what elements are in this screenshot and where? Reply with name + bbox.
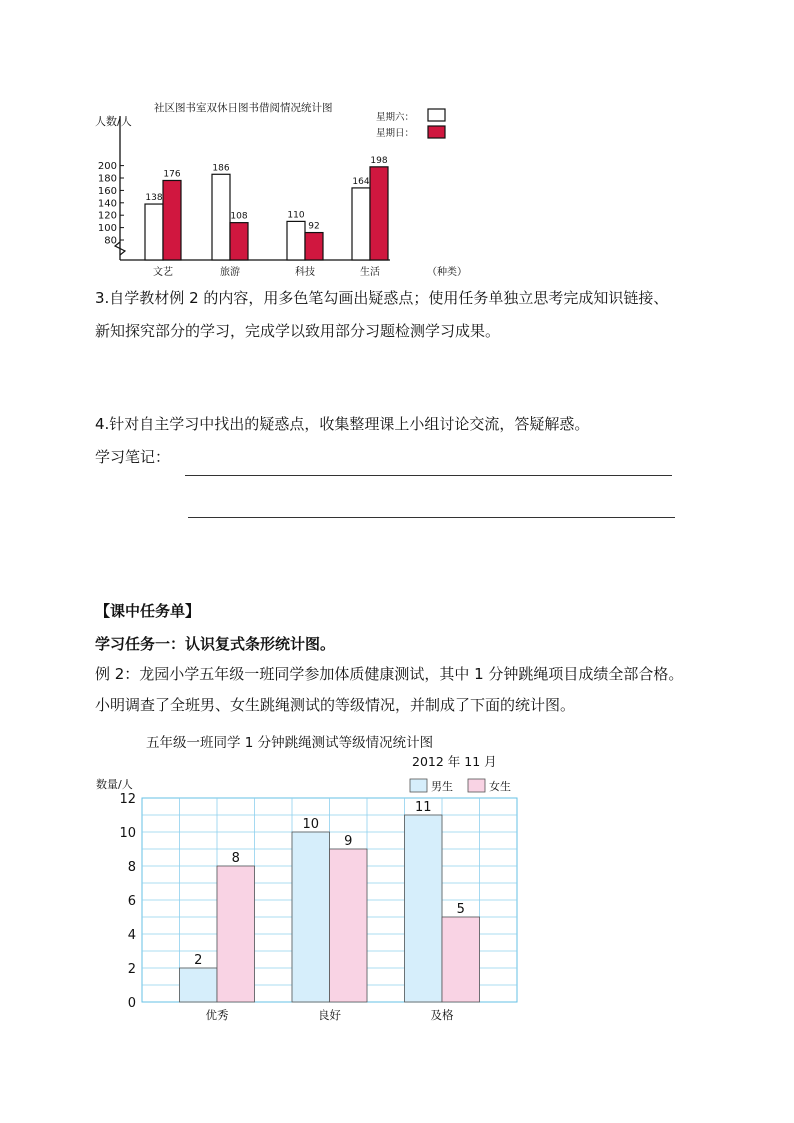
chart1-category-label: 文艺: [153, 267, 173, 278]
chart1-category-label: 旅游: [220, 267, 240, 278]
chart2-ytick-label: 8: [127, 860, 136, 875]
chart1-bar-value-label: 198: [370, 155, 388, 166]
chart1-ytick-label: 200: [97, 161, 117, 173]
chart2-legend-swatch-boys: [410, 779, 427, 792]
chart1-title: 社区图书室双休日图书借阅情况统计图: [154, 102, 333, 114]
chart1-legend-swatch-sun: [428, 126, 445, 138]
chart1-bar-value-label: 108: [230, 211, 248, 222]
library-borrowing-chart: [90, 96, 480, 286]
rope-skipping-chart: [90, 728, 540, 1028]
chart1-bar-value-label: 92: [308, 221, 320, 232]
step3-line2: 新知探究部分的学习，完成学以致用部分习题检测学习成果。: [95, 322, 501, 340]
chart2-ytick-label: 4: [127, 928, 136, 943]
chart2-legend-swatch-girls: [468, 779, 485, 792]
chart2-ytick-label: 0: [127, 996, 136, 1011]
chart2-legend-label-boys: 男生: [431, 780, 453, 793]
chart1-bar-value-label: 176: [163, 169, 181, 180]
chart2-ytick-label: 2: [127, 962, 136, 977]
chart1-bar: [287, 221, 305, 260]
chart2-subtitle: 2012 年 11 月: [412, 754, 497, 769]
notes-line-1: [185, 475, 672, 476]
task1-heading: 学习任务一：认识复式条形统计图。: [95, 635, 336, 653]
chart2-category-label: 优秀: [205, 1008, 229, 1022]
chart2-legend: [410, 779, 511, 793]
chart2-bar: [180, 968, 218, 1002]
chart2-title: 五年级一班同学 1 分钟跳绳测试等级情况统计图: [146, 735, 434, 751]
chart1-xlabel: （种类）: [427, 267, 467, 278]
chart1-ytick-label: 140: [97, 198, 117, 210]
chart1-category-label: 生活: [360, 267, 380, 278]
chart1-ytick-label: 180: [97, 173, 117, 185]
chart2-bar: [405, 815, 443, 1002]
chart1-legend-label-sun: 星期日：: [376, 128, 415, 139]
chart2-legend-label-girls: 女生: [489, 780, 511, 793]
chart2-bar: [292, 832, 330, 1002]
chart2-bar-value-label: 10: [302, 817, 320, 832]
section-heading: 【课中任务单】: [95, 602, 201, 620]
example-line1: 例 2：龙园小学五年级一班同学参加体质健康测试，其中 1 分钟跳绳项目成绩全部合格。: [95, 665, 684, 683]
chart2-ylabel: 数量/人: [96, 778, 133, 791]
chart1-ytick-label: 100: [97, 223, 117, 235]
chart1-ytick-label: 80: [104, 235, 117, 247]
chart1-bar: [212, 174, 230, 260]
chart1-legend-label-sat: 星期六：: [376, 112, 415, 123]
chart1-bar-value-label: 164: [352, 176, 370, 187]
example-line2: 小明调查了全班男、女生跳绳测试的等级情况，并制成了下面的统计图。: [95, 696, 576, 714]
chart1-legend: [376, 109, 445, 139]
chart1-category-label: 科技: [295, 267, 315, 278]
chart2-ytick-label: 12: [119, 792, 136, 807]
chart1-bar-value-label: 186: [212, 163, 230, 174]
chart2-bar: [442, 917, 480, 1002]
chart1-bar: [352, 188, 370, 260]
notes-line-2: [188, 517, 675, 518]
step4-text: 4.针对自主学习中找出的疑惑点，收集整理课上小组讨论交流，答疑解惑。: [95, 415, 590, 433]
notes-label: 学习笔记：: [95, 448, 171, 466]
chart1-bar-value-label: 110: [287, 210, 305, 221]
chart2-ytick-label: 6: [127, 894, 136, 909]
chart2-bar-value-label: 5: [456, 902, 465, 917]
chart1-ylabel: 人数/人: [95, 115, 132, 128]
chart2-category-label: 及格: [430, 1008, 454, 1022]
chart1-ytick-label: 120: [97, 210, 117, 222]
chart2-bar: [330, 849, 368, 1002]
chart1-bar-value-label: 138: [145, 193, 163, 204]
chart2-ytick-label: 10: [119, 826, 136, 841]
chart2-bar: [217, 866, 255, 1002]
chart1-bar: [145, 204, 163, 260]
step3-line1: 3.自学教材例 2 的内容，用多色笔勾画出疑惑点；使用任务单独立思考完成知识链接、: [95, 289, 669, 307]
chart2-category-label: 良好: [318, 1008, 341, 1022]
chart1-bar: [163, 180, 181, 260]
chart1-bar: [370, 167, 388, 260]
chart2-bar-value-label: 8: [231, 851, 240, 866]
chart1-bar: [305, 233, 323, 260]
chart1-ytick-label: 160: [97, 185, 117, 197]
chart1-legend-swatch-sat: [428, 109, 445, 121]
chart2-bar-value-label: 9: [344, 834, 353, 849]
chart1-bar: [230, 223, 248, 260]
chart2-bar-value-label: 11: [414, 800, 432, 815]
chart2-bar-value-label: 2: [194, 953, 203, 968]
